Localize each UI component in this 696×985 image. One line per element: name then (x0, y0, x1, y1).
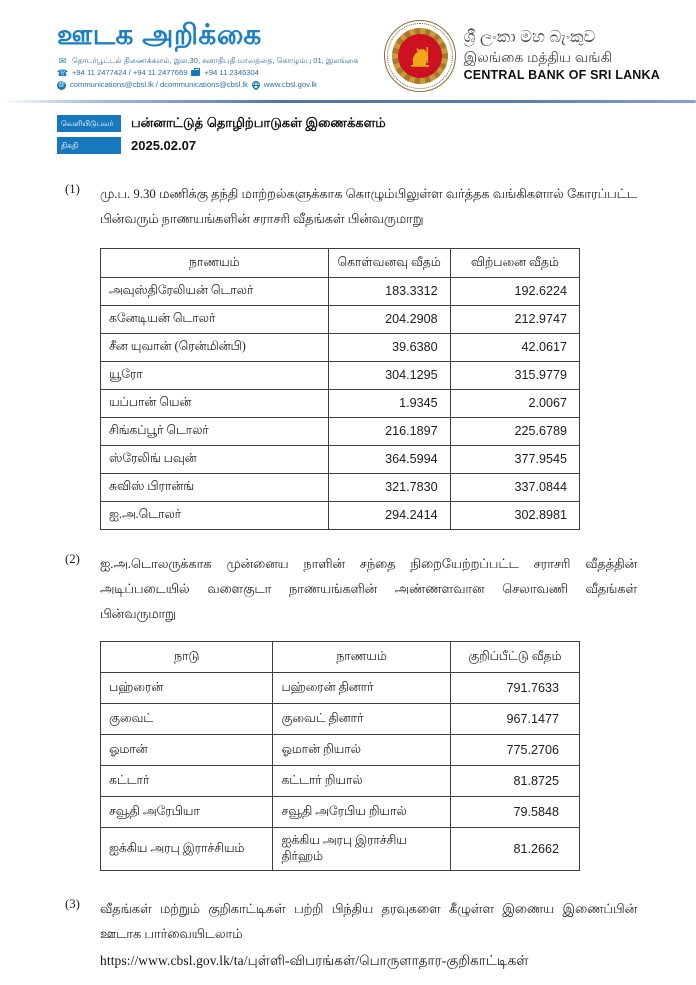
bank-name-english: CENTRAL BANK OF SRI LANKA (463, 68, 660, 83)
table-row (101, 473, 580, 501)
table-cell: 321.7830 (328, 473, 450, 501)
fax-printer-icon (191, 70, 200, 76)
table-row (101, 445, 580, 473)
table-cell: ஸ்ரேலிங் பவுன் (101, 445, 329, 473)
exchange-rates-table (100, 248, 580, 530)
table-cell: சுவிஸ் பிரான்ங் (101, 473, 329, 501)
phone-icon: ☎ (56, 68, 69, 79)
table-cell: குவைட் (101, 703, 273, 734)
fax-number: +94 11 2346304 (204, 68, 259, 78)
table-cell: சீன யுவான் (ரென்மின்பி) (101, 333, 329, 361)
table-cell: 192.6224 (450, 277, 579, 305)
table-cell: 204.2908 (328, 305, 450, 333)
table-header-row (101, 641, 580, 672)
table-cell: 304.1295 (328, 361, 450, 389)
media-release-block (57, 20, 358, 91)
section-1-number: (1) (65, 182, 80, 196)
table-row (101, 277, 580, 305)
table-cell: 775.2706 (450, 734, 579, 765)
bank-names (464, 27, 660, 85)
issued-by-value: பன்னாட்டுத் தொழிற்பாடுகள் இணைக்களம் (131, 115, 386, 130)
issued-by-label-badge: வெளியிடுபவர் (57, 115, 121, 132)
column-header: விற்பனை வீதம் (450, 248, 579, 277)
table-row (101, 672, 580, 703)
globe-icon (252, 81, 260, 89)
table-row (101, 361, 580, 389)
header-divider (0, 100, 696, 103)
table-cell: கட்டார் றியால் (273, 765, 450, 796)
address-line (57, 55, 358, 67)
phone-line (57, 67, 358, 79)
table-cell: கனேடியன் டொலர் (101, 305, 329, 333)
date-label-badge: திகதி (57, 137, 121, 154)
table-cell: பஹ்ரைன் (101, 672, 273, 703)
table-cell: 791.7633 (450, 672, 579, 703)
bank-name-tamil: இலங்கை மத்திய வங்கி (463, 48, 613, 65)
column-header: குறிப்பீட்டு வீதம் (450, 641, 579, 672)
table-cell: சவூதி அரேபிய றியால் (273, 796, 450, 827)
section-1-text: மு.ப. 9.30 மணிக்கு தந்தி மாற்றல்களுக்காக கொழும்பிலுள்ள வர்த்தக வங்கிகளால் கோரப்பட்ட பின்வரும் நாணயங்களின் சராசரி வீதங்கள் பின்வருமாறு (100, 187, 637, 226)
table-cell: அவுஸ்திரேலியன் டொலர் (101, 277, 329, 305)
statistics-link[interactable]: https://www.cbsl.gov.lk/ta/புள்ளி-விபரங்கள்/பொருளாதார-குறிகாட்டிகள் (100, 952, 529, 968)
table-header-row (101, 248, 580, 277)
address-text: தொடர்பூட்டல் திணைக்களம், இல.30, சனாதிபதி மாவத்தை, கொழும்பு 01, இலங்கை (72, 56, 359, 66)
envelope-icon: ✉ (58, 56, 67, 67)
date-value: 2025.02.07 (131, 138, 197, 153)
section-3-number: (3) (65, 896, 80, 911)
table-row (101, 765, 580, 796)
email-at-icon: @ (58, 81, 65, 89)
date-row (57, 137, 696, 154)
column-header: நாணயம் (273, 641, 450, 672)
table-cell: ஐ.அ.டொலர் (101, 501, 329, 529)
table-cell: 294.2414 (328, 501, 450, 529)
column-header: நாணயம் (101, 248, 329, 277)
table-cell: ஓமான் (101, 734, 273, 765)
email-line (57, 79, 358, 91)
bank-name-sinhala: ශ්‍රී ලංකා මහ බැංකුව (463, 28, 596, 47)
seal-red-core (398, 34, 442, 78)
table-row (101, 703, 580, 734)
table-cell: யப்பான் யென் (101, 389, 329, 417)
table-cell: 337.0844 (450, 473, 579, 501)
table-cell: குவைட் தினார் (273, 703, 450, 734)
section-3 (65, 897, 637, 947)
table-row (101, 827, 580, 870)
table-cell: 1.9345 (328, 389, 450, 417)
gulf-currency-rates-table (100, 641, 580, 871)
issued-by-row (57, 115, 696, 132)
lion-emblem-icon (405, 41, 435, 71)
seal-decorative-ring (392, 28, 448, 84)
table-cell: பஹ்ரைன் தினார் (273, 672, 450, 703)
table-row (101, 734, 580, 765)
header (0, 0, 696, 98)
email-addresses: communications@cbsl.lk / dcommunications@cbsl.lk (70, 80, 248, 90)
table-cell: யூரோ (101, 361, 329, 389)
phone-numbers: +94 11 2477424 / +94 11 2477669 (72, 68, 188, 78)
section-2 (65, 552, 637, 627)
table-row (101, 501, 580, 529)
table-cell: 81.8725 (450, 765, 579, 796)
table-cell: 302.8981 (450, 501, 579, 529)
section-1 (65, 182, 637, 232)
table-row (101, 796, 580, 827)
column-header: நாடு (101, 641, 273, 672)
table-cell: ஓமான் றியால் (273, 734, 450, 765)
table-cell: 212.9747 (450, 305, 579, 333)
media-release-title: ஊடக அறிக்கை (57, 19, 262, 50)
table-cell: 216.1897 (328, 417, 450, 445)
table-cell: 225.6789 (450, 417, 579, 445)
column-header: கொள்வனவு வீதம் (328, 248, 450, 277)
table-cell: 2.0067 (450, 389, 579, 417)
table-cell: 315.9779 (450, 361, 579, 389)
table-row (101, 389, 580, 417)
table-cell: சவூதி அரேபியா (101, 796, 273, 827)
table-cell: ஐக்கிய அரபு இராச்சிய திர்ஹம் (273, 827, 450, 870)
central-bank-seal-logo (384, 20, 456, 92)
meta-block (57, 115, 696, 154)
section-2-text: ஐ.அ.டொலருக்காக முன்னைய நாளின் சந்தை நிறையேற்றப்பட்ட சராசரி வீதத்தின் அடிப்படையில் வளைகுடா நாணயங்களின் அண்ணளவான செலாவணி வீதங்கள் பின்வருமாறு (100, 556, 637, 621)
table-cell: கட்டார் (101, 765, 273, 796)
table-cell: சிங்கப்பூர் டொலர் (101, 417, 329, 445)
bank-identity-block (384, 20, 660, 92)
table-row (101, 333, 580, 361)
table-cell: 183.3312 (328, 277, 450, 305)
table-row (101, 417, 580, 445)
table-cell: 81.2662 (450, 827, 579, 870)
section-2-number: (2) (65, 551, 80, 566)
table-cell: 967.1477 (450, 703, 579, 734)
table-cell: 42.0617 (450, 333, 579, 361)
table-cell: 39.6380 (328, 333, 450, 361)
table-cell: ஐக்கிய அரபு இராச்சியம் (101, 827, 273, 870)
table-row (101, 305, 580, 333)
section-3-text: வீதங்கள் மற்றும் குறிகாட்டிகள் பற்றி பிந்திய தரவுகளை கீழுள்ள இணைய இணைப்பின் ஊடாக பார்வையிடலாம் (100, 901, 637, 941)
website-url: www.cbsl.gov.lk (263, 80, 317, 90)
table-cell: 364.5994 (328, 445, 450, 473)
table-cell: 79.5848 (450, 796, 579, 827)
table-cell: 377.9545 (450, 445, 579, 473)
